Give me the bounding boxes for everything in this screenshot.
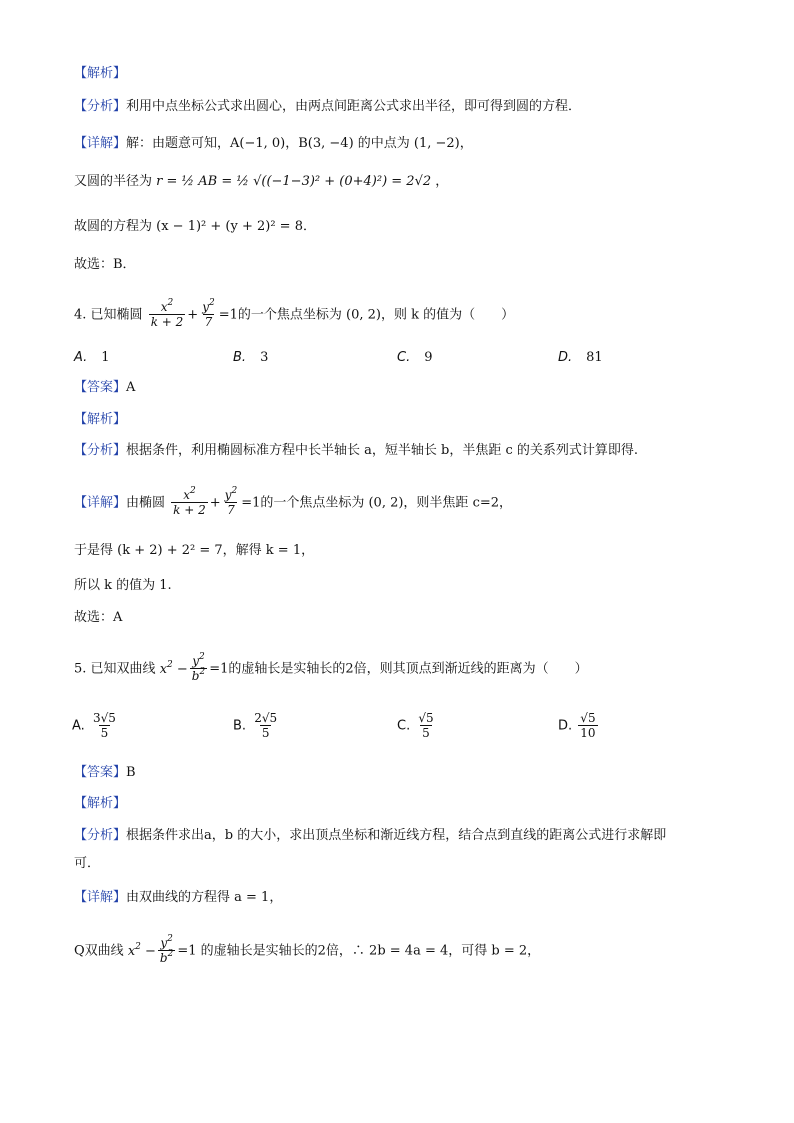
q4-xiangjie-frac-y: $\frac{y^2}{7}$ [224, 486, 238, 517]
q5-stem-suffix: =1的虚轴长是实轴长的2倍，则其顶点到渐近线的距离为（ ） [209, 661, 588, 677]
q5-xiangjie-line [74, 888, 282, 908]
q4-stem-prefix: 4. 已知椭圆 [74, 307, 143, 323]
option-den: 10 [580, 726, 596, 740]
option-num: 2√5 [254, 711, 278, 725]
xiangjie-tag: 【详解】 [74, 136, 127, 151]
q5-fenxi-line2 [74, 854, 100, 874]
option-label: A. [72, 718, 85, 734]
q4-stem-suffix: =1的一个焦点坐标为 (0, 2)，则 k 的值为（ ） [218, 307, 515, 323]
option-frac [91, 711, 118, 741]
fenxi-tag: 【分析】 [74, 443, 127, 458]
option-label: C. [397, 350, 411, 365]
q5-stem-prefix: 5. 已知双曲线 [74, 661, 156, 677]
fenxi-tag: 【分析】 [74, 99, 127, 114]
option-label: B. [233, 718, 247, 734]
q4-xiangjie-suffix: =1的一个焦点坐标为 (0, 2)，则半焦距 c=2， [241, 495, 513, 511]
jiexi-tag: 【解析】 [74, 796, 127, 811]
q4-choice-text: 故选：A [74, 610, 123, 625]
q5-last-suffix: =1 的虚轴长是实轴长的2倍，∴ 2b = 4a = 4，可得 b = 2， [177, 943, 541, 959]
xiangjie-tag: 【详解】 [74, 495, 127, 511]
q4-option-a [74, 348, 110, 368]
q5-jiexi-heading [74, 794, 126, 814]
option-label: D. [558, 718, 573, 734]
option-num: √5 [418, 711, 434, 725]
option-value: 1 [101, 350, 110, 365]
option-frac [416, 711, 435, 741]
q3-radius-suffix: ， [435, 174, 449, 189]
q3-fenxi-text: 利用中点坐标公式求出圆心，由两点间距离公式求出半径，即可得到圆的方程． [126, 99, 582, 114]
q3-choice-text: 故选：B． [74, 257, 136, 272]
q4-value-text: 所以 k 的值为 1. [74, 578, 172, 593]
q4-xiangjie-frac-x: $\frac{x^2}{k + 2}$ [173, 486, 206, 517]
q3-fenxi-line [74, 97, 581, 117]
q5-fenxi-line [74, 826, 666, 846]
daan-tag: 【答案】 [74, 765, 127, 780]
q4-solve-line [74, 541, 314, 561]
q3-xiangjie-text: 解：由题意可知，A(−1, 0)，B(3, −4) 的中点为 (1, −2)， [126, 136, 473, 151]
q4-solve-text: 于是得 (k + 2) + 2² = 7，解得 k = 1， [74, 543, 315, 558]
option-den: 5 [422, 726, 430, 740]
q4-value-line [74, 576, 172, 596]
q3-choice-line [74, 255, 136, 275]
q5-option-c [397, 711, 438, 741]
q4-xiangjie-prefix: 由椭圆 [126, 495, 166, 511]
option-value: 3 [260, 350, 269, 365]
q4-choice-line [74, 608, 122, 628]
q5-fenxi-text: 根据条件求出a，b 的大小，求出顶点坐标和渐近线方程，结合点到直线的距离公式进行求解即 [126, 828, 667, 843]
q5-last-prefix: Q双曲线 [74, 943, 124, 959]
q5-answer: B [126, 765, 136, 780]
q3-radius-prefix: 又圆的半径为 [74, 174, 153, 189]
option-den: 5 [100, 726, 109, 740]
q4-ellipse-frac-y: $\frac{y^2}{7}$ [202, 298, 215, 329]
q5-hyperbola-frac: $\frac{y^2}{b^2}$ [191, 652, 206, 683]
q4-fenxi-line [74, 441, 638, 461]
q5-last-frac: $\frac{y^2}{b^2}$ [159, 934, 174, 965]
q4-ellipse-frac-x: $\frac{x^2}{k + 2}$ [150, 298, 184, 329]
q3-equation-line [74, 217, 316, 237]
q5-stem: 5. 已知双曲线 $x^2$ − $\frac{y^2}{b^2}$ =1的虚轴长是实轴长的2倍，则其顶点到渐近线的距离为（ ） [74, 652, 588, 683]
jiexi-tag: 【解析】 [74, 66, 127, 81]
q5-xiangjie-text: 由双曲线的方程得 a = 1， [126, 890, 283, 905]
q5-fenxi-text-cont: 可． [74, 856, 101, 871]
q4-stem: 4. 已知椭圆 $\frac{x^2}{k + 2}$ + $\frac{y^2}{7}$ =1的一个焦点坐标为 (0, 2)，则 k 的值为（ ） [74, 298, 515, 329]
q5-answer-line [74, 763, 136, 783]
fenxi-tag: 【分析】 [74, 828, 127, 843]
option-num: √5 [580, 711, 596, 725]
q5-option-a [72, 711, 120, 741]
option-label: D. [558, 350, 573, 365]
xiangjie-tag: 【详解】 [74, 890, 127, 905]
option-den: 5 [261, 726, 270, 740]
option-value: 9 [424, 350, 433, 365]
q3-radius-formula: r = ½ AB = ½ √((−1−3)² + (0+4)²) = 2√2 [156, 174, 432, 189]
q4-answer: A [126, 380, 136, 395]
q5-option-b [233, 711, 281, 741]
q4-option-d [558, 348, 603, 368]
q3-radius-line [74, 172, 448, 192]
daan-tag: 【答案】 [74, 380, 127, 395]
option-frac [252, 711, 279, 741]
q5-last-line: Q双曲线 $x^2$ − $\frac{y^2}{b^2}$ =1 的虚轴长是实轴长的2倍，∴ 2b = 4a = 4，可得 b = 2， [74, 934, 541, 965]
option-label: C. [397, 718, 411, 734]
q4-fenxi-text: 根据条件，利用椭圆标准方程中长半轴长 a，短半轴长 b，半焦距 c 的关系列式计算即得. [126, 443, 639, 458]
option-label: B. [233, 350, 247, 365]
option-value: 81 [586, 350, 603, 365]
q5-option-d [558, 711, 600, 741]
q4-jiexi-heading [74, 410, 126, 430]
q4-xiangjie-line: 【详解】由椭圆 $\frac{x^2}{k + 2}$ + $\frac{y^2}{7}$ =1的一个焦点坐标为 (0, 2)，则半焦距 c=2， [74, 486, 513, 517]
q3-xiangjie-line [74, 134, 473, 154]
q4-option-c [397, 348, 433, 368]
jiexi-tag: 【解析】 [74, 412, 127, 427]
q3-jiexi-heading [74, 64, 126, 84]
option-num: 3√5 [92, 711, 116, 725]
q4-answer-line [74, 378, 135, 398]
q3-equation-text: 故圆的方程为 (x − 1)² + (y + 2)² = 8． [74, 219, 316, 234]
option-label: A. [74, 350, 88, 365]
q4-option-b [233, 348, 268, 368]
option-frac [578, 711, 597, 741]
